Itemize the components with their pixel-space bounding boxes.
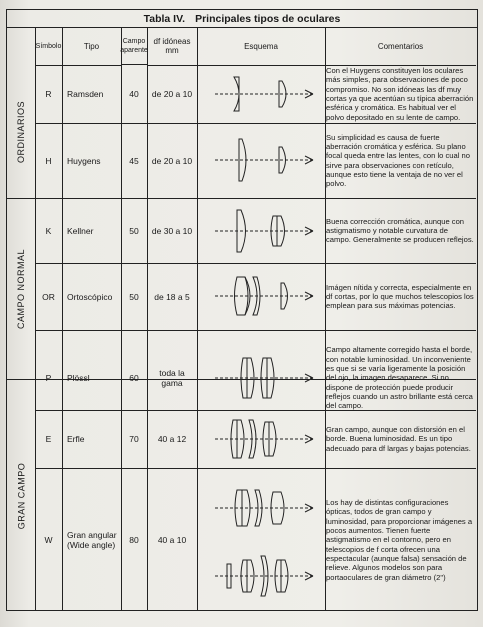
table-title [7, 10, 477, 28]
row-symbol: W [44, 535, 53, 545]
row-comment: Campo altamente corregido hasta el borde, con notable luminosidad. Un inconveniente es que si se varía ligeramente la posición del ojo, la imagen desaparece. Si no dispone de protección puede producir reflejos cuando un astro brillante está cerca del campo. [326, 345, 473, 411]
orthoscopic-scheme-diagram [197, 263, 325, 330]
row-symbol: K [45, 225, 52, 236]
table-number: Tabla IV. [143, 12, 186, 25]
wide-angle-scheme-diagram [197, 468, 325, 612]
group-gran-campo: GRAN CAMPO [16, 462, 27, 529]
table-caption: Principales tipos de oculares [195, 12, 341, 25]
row-comment: Gran campo, aunque con distorsión en el borde. Buena luminosidad. Es un tipo adecuado para df largas y bajas potencias. [326, 425, 471, 453]
row-symbol: P [45, 373, 52, 383]
row-type: Ramsden [67, 89, 104, 99]
row-field: 70 [129, 434, 139, 444]
row-type: Gran angular [67, 530, 117, 540]
row-comment: Imágen nítida y correcta, especialmente en df cortas, por lo que muchos telescopios los emplean para sus máximas potencias. [326, 282, 474, 311]
row-comment: Los hay de distintas configuraciones ópticas, todos de gran campo y luminosidad, para proporcionar imágenes a pocos aumentos. Tienen fuerte astigmatismo en el contorno, pero en telescopios de f corta ofrecen una espectacular (aunque falsa) sensación de relieve. Algunos modelos son para portaoculares de gran diámetro (2") [326, 498, 473, 582]
row-field: 80 [129, 535, 139, 545]
row-comment: Buena corrección cromática, aunque con astigmatismo y notable curvatura de campo. Generalmente se producen reflejos. [326, 216, 474, 245]
row-df: de 30 a 10 [151, 225, 193, 236]
row-field: 45 [129, 155, 139, 166]
group-ordinarios: ORDINARIOS [16, 100, 27, 163]
row-df: de 20 a 10 [151, 155, 193, 166]
row-type: Plössl [67, 373, 90, 383]
row-type: Ortoscópico [67, 291, 113, 302]
row-df: de 20 a 10 [151, 89, 193, 99]
row-symbol: H [45, 155, 52, 166]
header-df: df idóneas mm [147, 27, 197, 66]
erfle-scheme-diagram [197, 410, 325, 468]
row-df: 40 a 12 [157, 434, 187, 444]
row-df: de 18 a 5 [154, 291, 190, 302]
row-type: Huygens [67, 155, 101, 166]
row-field: 50 [129, 225, 139, 236]
row-df: toda la gama [159, 368, 185, 388]
divider [62, 27, 63, 610]
group-campo-normal: CAMPO NORMAL [16, 248, 27, 329]
header-comments: Comentarios [325, 27, 476, 66]
header-field: Campo aparente [121, 27, 147, 65]
row-type-alt: (Wide angle) [67, 540, 116, 550]
row-separator [35, 410, 476, 411]
header-scheme: Esquema [197, 27, 325, 66]
row-comment: Su simplicidad es causa de fuerte aberración cromática y esférica. Su plano focal queda entre las lentes, con lo cual no sirve para observaciones con retículo, aunque esto tiene la ventaja de no ver el polvo. [326, 132, 470, 189]
row-type: Kellner [67, 225, 94, 236]
row-symbol: R [45, 89, 52, 99]
kellner-scheme-diagram [197, 198, 325, 263]
row-df: 40 a 10 [157, 535, 187, 545]
header-type: Tipo [62, 27, 121, 66]
row-field: 60 [129, 373, 139, 383]
row-type-cell [67, 468, 121, 612]
row-type: Erfle [67, 434, 85, 444]
header-symbol: Símbolo [35, 27, 62, 66]
eyepiece-table [6, 9, 478, 611]
row-field: 50 [129, 291, 139, 302]
row-symbol: E [45, 434, 52, 444]
huygens-scheme-diagram [197, 123, 325, 198]
row-field: 40 [129, 89, 139, 99]
row-symbol: OR [42, 291, 55, 302]
row-comment: Con el Huygens constituyen los oculares más simples, para observaciones de poco compromiso. No son idóneas las df muy cortas ya que acentúan su típica aberración esférica y cromática. Es habitual ver el polvo depositado en su lente de campo. [326, 66, 474, 122]
ramsden-scheme-diagram [197, 65, 325, 123]
